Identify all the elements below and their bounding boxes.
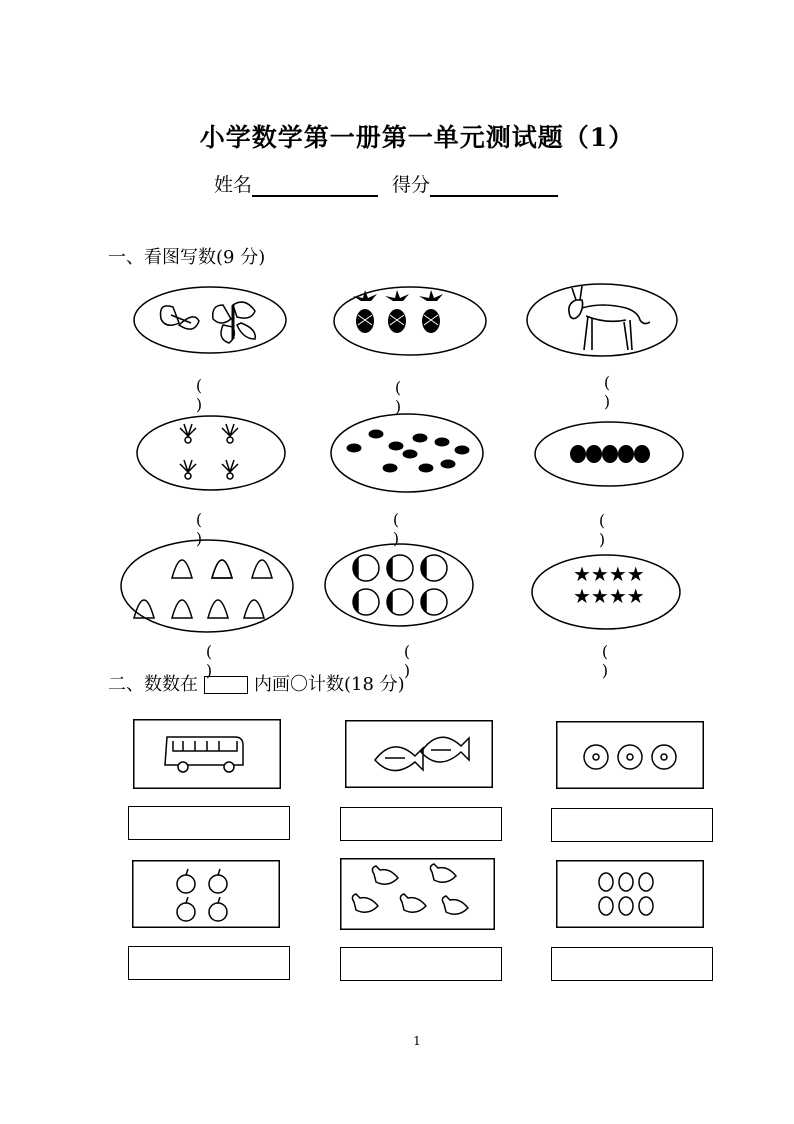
picture-ellipse-beads bbox=[534, 420, 684, 488]
picture-ellipse-animals bbox=[330, 412, 485, 494]
picture-box-bus bbox=[133, 719, 281, 789]
picture-box-fish bbox=[345, 720, 493, 788]
ball-icon bbox=[353, 555, 447, 615]
name-score-row bbox=[214, 170, 558, 197]
star-icon bbox=[573, 562, 645, 608]
donkey-icon bbox=[569, 286, 650, 350]
picture-box-flowers bbox=[556, 721, 704, 789]
picture-ellipse-butterflies bbox=[133, 285, 288, 355]
answer-paren-9[interactable]: ( ) bbox=[601, 642, 627, 680]
butterfly-icon bbox=[213, 302, 256, 343]
svg-text:★★★★: ★★★★ bbox=[573, 562, 645, 586]
answer-paren-5[interactable]: ( ) bbox=[392, 510, 418, 548]
picture-box-chickens bbox=[340, 858, 495, 930]
answer-paren-8[interactable]: ( ) bbox=[403, 642, 429, 680]
picture-ellipse-bells bbox=[120, 538, 295, 634]
page-title: 小学数学第一册第一单元测试题（1） bbox=[199, 123, 635, 152]
score-label: 得分 bbox=[392, 174, 431, 196]
svg-text:★★★★: ★★★★ bbox=[573, 584, 645, 608]
inline-sample-box bbox=[204, 676, 248, 694]
pineapple-icon bbox=[353, 290, 443, 333]
page-number: 1 bbox=[413, 1034, 421, 1048]
picture-ellipse-balls bbox=[324, 542, 474, 628]
section-1-heading: 一、看图写数(9 分) bbox=[108, 247, 266, 268]
score-blank[interactable] bbox=[430, 175, 558, 197]
picture-ellipse-flowers bbox=[136, 414, 286, 492]
flower-icon bbox=[584, 745, 676, 769]
picture-box-eggs bbox=[556, 860, 704, 928]
answer-paren-4[interactable]: ( ) bbox=[195, 510, 221, 548]
picture-ellipse-donkey bbox=[526, 282, 678, 358]
answer-paren-6[interactable]: ( ) bbox=[598, 511, 624, 549]
bell-icon bbox=[134, 560, 272, 618]
fish-icon bbox=[375, 737, 469, 770]
apple-icon bbox=[177, 869, 227, 921]
name-blank[interactable] bbox=[252, 175, 378, 197]
answer-box-3[interactable] bbox=[551, 808, 713, 842]
section-2-heading-part1: 二、数数在 bbox=[108, 674, 198, 695]
picture-ellipse-stars bbox=[531, 553, 681, 631]
picture-box-apples bbox=[132, 860, 280, 928]
bead-icon bbox=[570, 445, 650, 463]
answer-box-2[interactable] bbox=[340, 807, 502, 841]
chicken-icon bbox=[352, 864, 468, 914]
answer-paren-7[interactable]: ( ) bbox=[205, 642, 231, 680]
picture-ellipse-pineapples bbox=[333, 285, 488, 357]
answer-box-1[interactable] bbox=[128, 806, 290, 840]
answer-box-6[interactable] bbox=[551, 947, 713, 981]
answer-box-5[interactable] bbox=[340, 947, 502, 981]
small-animal-icon bbox=[347, 430, 469, 472]
butterfly-icon bbox=[161, 306, 200, 329]
answer-box-4[interactable] bbox=[128, 946, 290, 980]
bus-icon bbox=[165, 737, 243, 772]
egg-icon bbox=[599, 873, 653, 915]
section-2-heading bbox=[108, 670, 405, 696]
answer-paren-2[interactable]: ( ) bbox=[394, 378, 420, 416]
flower-icon bbox=[180, 424, 238, 479]
name-label: 姓名 bbox=[214, 174, 253, 196]
answer-paren-3[interactable]: ( ) bbox=[603, 373, 629, 411]
answer-paren-1[interactable]: ( ) bbox=[195, 376, 221, 414]
section-2-heading-part2: 内画〇计数(18 分) bbox=[254, 674, 405, 695]
